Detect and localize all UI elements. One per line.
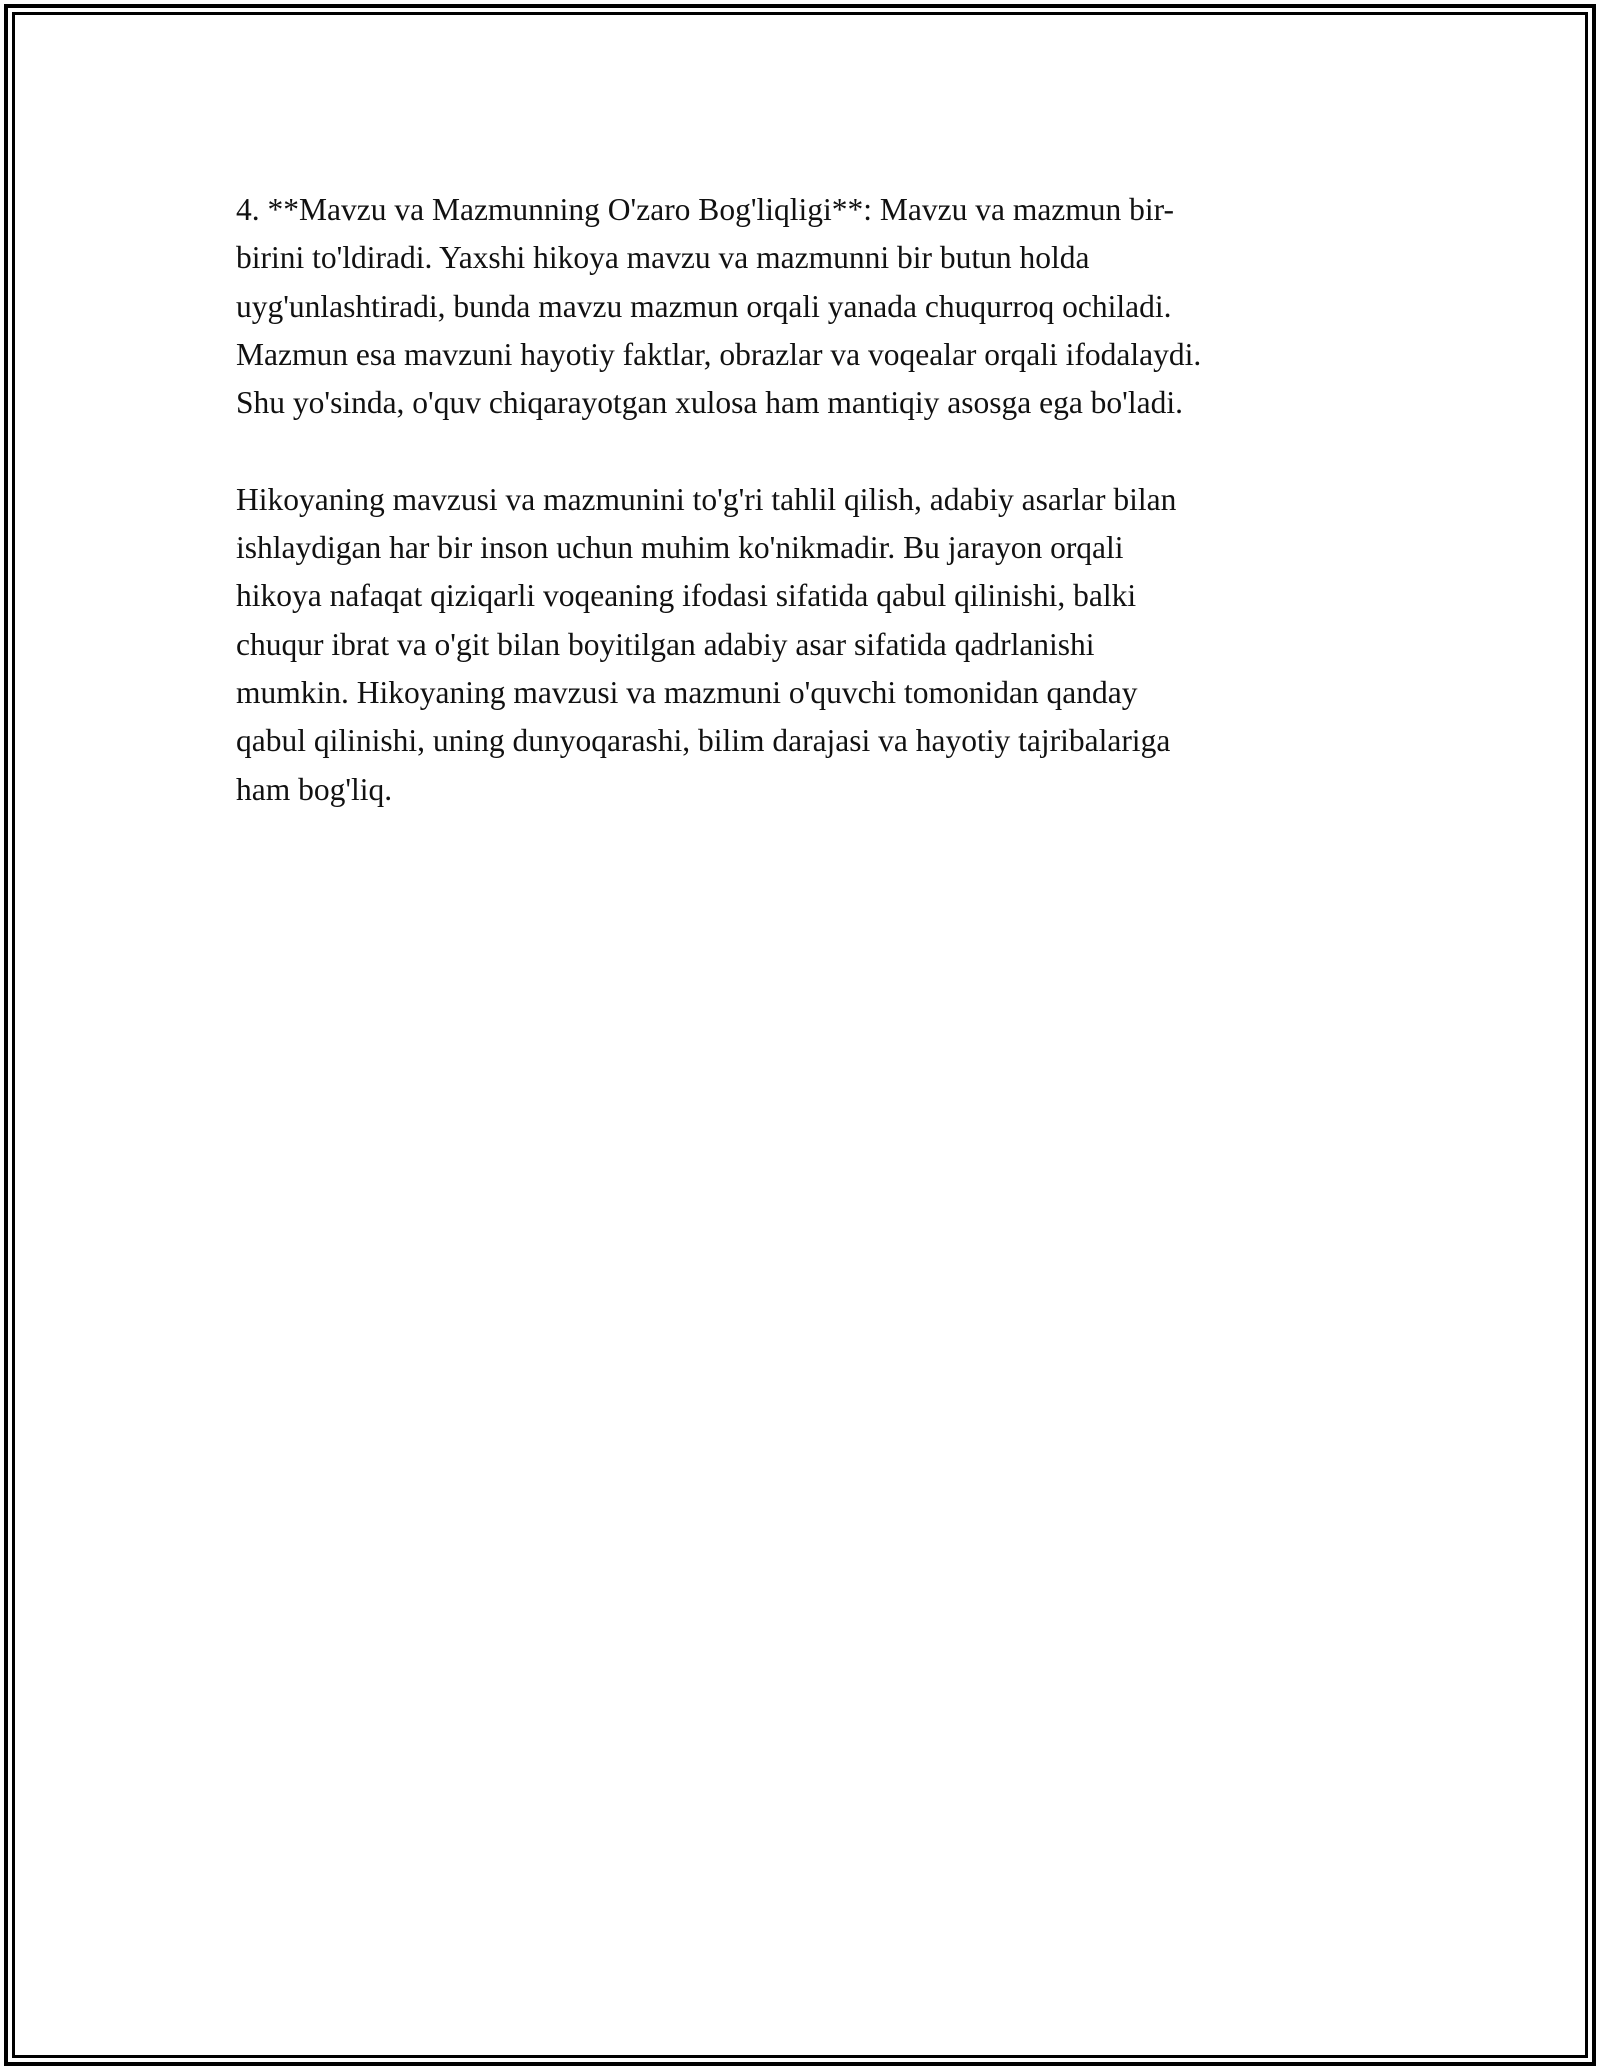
paragraph-conclusion: Hikoyaning mavzusi va mazmunini to'g'ri tahlil qilish, adabiy asarlar bilan ishlaydigan har bir inson uchun muhim ko'nikmadir. Bu jarayon orqali hikoya nafaqat qiziqarli voqeaning ifodasi sifatida qabul qilinishi, balki chuqur ibrat va o'git bilan boyitilgan adabiy asar sifatida qadrlanishi mumkin. Hikoyaning mavzusi va mazmuni o'quvchi tomonidan qanday qabul qilinishi, uning dunyoqarashi, bilim darajasi va hayotiy tajribalariga ham bog'liq. [236, 481, 1177, 807]
paragraph-relationship: 4. **Mavzu va Mazmunning O'zaro Bog'liqligi**: Mavzu va mazmun bir- birini to'ldiradi. Yaxshi hikoya mavzu va mazmunni bir butun holda uyg'unlashtiradi, bunda mavzu mazmun orqali yanada chuqurroq ochiladi. Mazmun esa mavzuni hayotiy faktlar, obrazlar va voqealar orqali ifodalaydi. Shu yo'sinda, o'quv chiqarayotgan xulosa ham mantiqiy asosga ega bo'ladi. [236, 192, 1202, 421]
document-body [236, 186, 1396, 814]
